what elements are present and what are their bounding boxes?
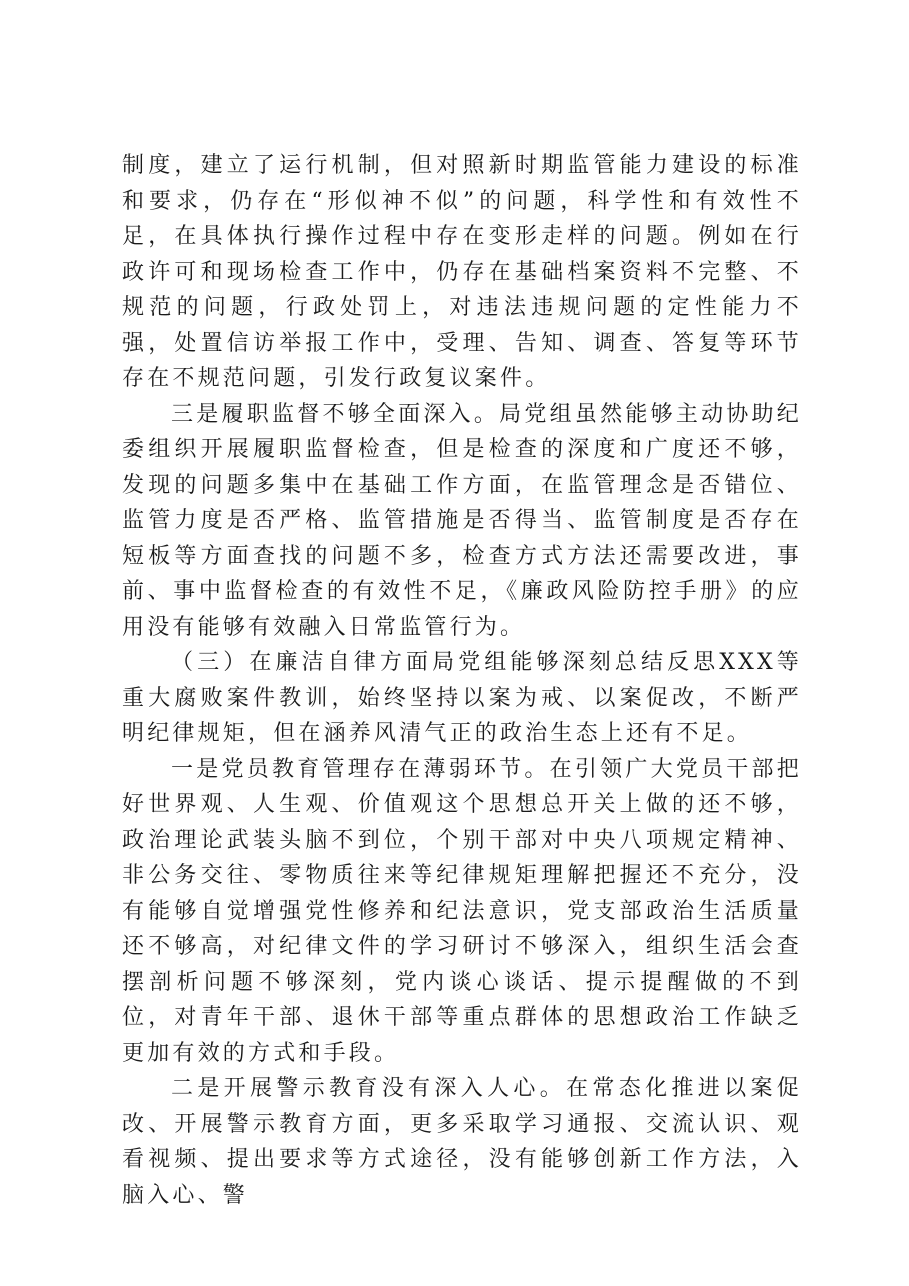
document-page: [122, 148, 802, 1213]
paragraph-performance-supervision: 三是履职监督不够全面深入。局党组虽然能够主动协助纪委组织开展履职监督检查，但是检查的深度和广度还不够，发现的问题多集中在基础工作方面，在监管理念是否错位、监管力度是否严格、监管措施是否得当、监管制度是否存在短板等方面查找的问题不多，检查方式方法还需要改进，事前、事中监督检查的有效性不足，《廉政风险防控手册》的应用没有能够有效融入日常监管行为。: [122, 401, 802, 640]
paragraph-section-three-heading: （三）在廉洁自律方面局党组能够深刻总结反思XXX等重大腐败案件教训，始终坚持以案为戒、以案促改，不断严明纪律规矩，但在涵养风清气正的政治生态上还有不足。: [122, 650, 802, 746]
paragraph-party-education: 一是党员教育管理存在薄弱环节。在引领广大党员干部把好世界观、人生观、价值观这个思想总开关上做的还不够，政治理论武装头脑不到位，个别干部对中央八项规定精神、非公务交往、零物质往来等纪律规矩理解把握还不充分，没有能够自觉增强党性修养和纪法意识，党支部政治生活质量还不够高，对纪律文件的学习研讨不够深入，组织生活会查摆剖析问题不够深刻，党内谈心谈话、提示提醒做的不到位，对青年干部、退休干部等重点群体的思想政治工作缺乏更加有效的方式和手段。: [122, 756, 802, 1066]
paragraph-continuation: 制度，建立了运行机制，但对照新时期监管能力建设的标准和要求，仍存在“形似神不似”的问题，科学性和有效性不足，在具体执行操作过程中存在变形走样的问题。例如在行政许可和现场检查工作中，仍存在基础档案资料不完整、不规范的问题，行政处罚上，对违法违规问题的定性能力不强，处置信访举报工作中，受理、告知、调查、答复等环节存在不规范问题，引发行政复议案件。: [122, 153, 802, 391]
paragraph-warning-education: 二是开展警示教育没有深入人心。在常态化推进以案促改、开展警示教育方面，更多采取学习通报、交流认识、观看视频、提出要求等方式途径，没有能够创新工作方法，入脑入心、警: [122, 1076, 802, 1208]
